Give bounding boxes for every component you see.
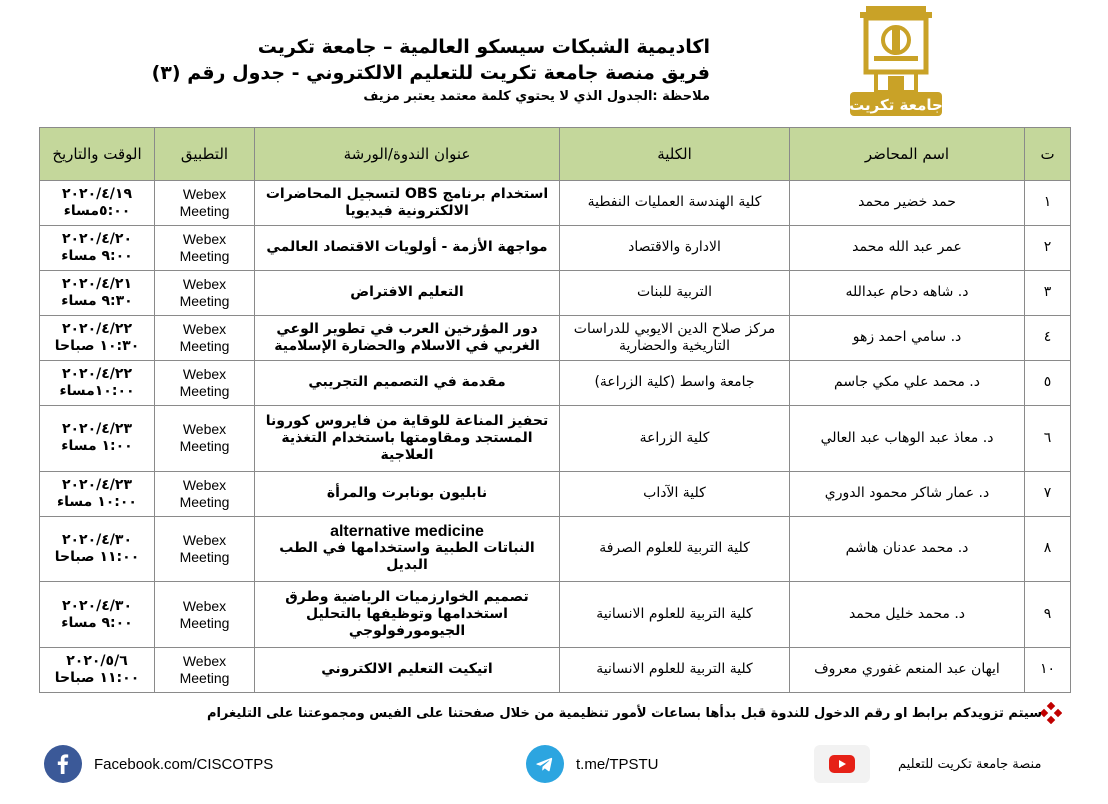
app-type: Meeting [179,292,230,309]
table-row [40,471,1071,516]
footnote-text: سيتم تزويدكم برابط او رقم الدخول للندوة قبل بدأها بساعات لأمور تنظيمية من خلال صفحتنا على الفيس ومجموعتنا على التليغرام [206,706,1042,721]
lecturer-cell: حمد خضير محمد [790,181,1025,226]
row-number: ٣ [1025,270,1071,315]
schedule-table [39,127,1071,693]
date-text: ٢٠٢٠/٤/٢٠ [61,230,133,247]
title-cell [255,181,560,226]
time-text: ٩:٠٠ مساء [61,614,133,631]
title-cell [255,315,560,360]
app-name: Webex [182,275,227,292]
row-number: ٦ [1025,405,1071,471]
title-cell [255,516,560,582]
table-row [40,360,1071,405]
app-type: Meeting [179,548,230,565]
datetime-cell [40,471,155,516]
title-text: مقدمة في التصميم التجريبي [308,374,506,391]
youtube-link[interactable] [814,745,1041,783]
app-name: Webex [182,597,227,614]
time-text: ١:٠٠ مساء [61,438,133,455]
college-cell: جامعة واسط (كلية الزراعة) [560,360,790,405]
app-cell [155,471,255,516]
table-row [40,582,1071,648]
app-name: Webex [182,476,227,493]
telegram-url[interactable]: t.me/TPSTU [576,755,659,773]
lecturer-cell: عمر عبد الله محمد [790,225,1025,270]
date-text: ٢٠٢٠/٥/٦ [66,652,128,669]
title-cell [255,360,560,405]
datetime-cell [40,270,155,315]
app-name: Webex [182,652,227,669]
app-name: Webex [182,531,227,548]
row-number: ٧ [1025,471,1071,516]
datetime-cell [40,582,155,648]
facebook-link[interactable] [44,745,273,783]
title-cell [255,582,560,648]
title-text: استخدام برنامج OBS لتسجيل المحاضرات الالكترونية فيديويا [265,185,549,219]
app-cell [155,582,255,648]
college-cell: الادارة والاقتصاد [560,225,790,270]
datetime-cell [40,516,155,582]
row-number: ١ [1025,181,1071,226]
column-header-title: عنوان الندوة/الورشة [255,128,560,181]
time-text: ٩:٠٠ مساء [61,247,133,264]
telegram-icon [526,745,564,783]
time-text: ١٠:٠٠مساء [59,382,135,399]
college-cell: كلية الآداب [560,471,790,516]
date-text: ٢٠٢٠/٤/١٩ [61,185,133,202]
college-cell: مركز صلاح الدين الايوبي للدراسات التاريخية والحضارية [560,315,790,360]
table-row [40,516,1071,582]
app-type: Meeting [179,382,230,399]
title-cell [255,270,560,315]
title-cell [255,647,560,692]
app-cell [155,647,255,692]
app-cell [155,516,255,582]
table-row [40,405,1071,471]
date-text: ٢٠٢٠/٤/٢٢ [61,365,133,382]
facebook-icon [44,745,82,783]
lecturer-cell: د. محمد علي مكي جاسم [790,360,1025,405]
app-cell [155,270,255,315]
lecturer-cell: د. شاهه دحام عبدالله [790,270,1025,315]
app-type: Meeting [179,337,230,354]
time-text: ١٠:٣٠ صباحا [54,337,140,354]
app-cell [155,225,255,270]
college-cell: كلية الزراعة [560,405,790,471]
datetime-cell [40,181,155,226]
app-cell [155,405,255,471]
logo-text: جامعة تكريت [849,96,943,114]
app-type: Meeting [179,614,230,631]
time-text: ١٠:٠٠ مساء [57,493,137,510]
app-name: Webex [182,185,227,202]
app-name: Webex [182,230,227,247]
title-text: اتيكيت التعليم الالكتروني [321,661,493,678]
header-line-1: اكاديمية الشبكات سيسكو العالمية – جامعة تكريت [257,36,710,58]
time-text: ١١:٠٠ صباحا [54,548,140,565]
datetime-cell [40,225,155,270]
college-cell: التربية للبنات [560,270,790,315]
title-cell [255,225,560,270]
college-cell: كلية التربية للعلوم الصرفة [560,516,790,582]
app-cell [155,360,255,405]
column-header-lecturer: اسم المحاضر [790,128,1025,181]
table-header-row [40,128,1071,181]
title-cell [255,471,560,516]
datetime-cell [40,360,155,405]
table-row [40,270,1071,315]
app-type: Meeting [179,493,230,510]
date-text: ٢٠٢٠/٤/٢١ [61,275,133,292]
title-text: النباتات الطبية واستخدامها في الطب البديل [279,540,535,574]
date-text: ٢٠٢٠/٤/٢٣ [61,421,133,438]
table-row [40,225,1071,270]
app-name: Webex [182,365,227,382]
column-header-datetime: الوقت والتاريخ [40,128,155,181]
college-cell: كلية التربية للعلوم الانسانية [560,647,790,692]
youtube-channel-name[interactable]: منصة جامعة تكريت للتعليم [898,756,1042,772]
app-cell [155,315,255,360]
lecturer-cell: د. سامي احمد زهو [790,315,1025,360]
app-name: Webex [182,320,227,337]
college-cell: كلية الهندسة العمليات النفطية [560,181,790,226]
header-line-2: فريق منصة جامعة تكريت للتعليم الالكتروني - جدول رقم (٣) [151,62,710,84]
table-row [40,647,1071,692]
lecturer-cell: ايهان عبد المنعم غفوري معروف [790,647,1025,692]
telegram-link[interactable] [526,745,659,783]
diamond-bullet-icon [1040,702,1062,724]
table-row [40,181,1071,226]
facebook-url[interactable]: Facebook.com/CISCOTPS [94,755,274,773]
table-row [40,315,1071,360]
title-text: مواجهة الأزمة - أولويات الاقتصاد العالمي [266,239,548,256]
lecturer-cell: د. محمد عدنان هاشم [790,516,1025,582]
app-cell [155,181,255,226]
date-text: ٢٠٢٠/٤/٣٠ [61,531,133,548]
app-type: Meeting [179,669,230,686]
row-number: ٥ [1025,360,1071,405]
date-text: ٢٠٢٠/٤/٢٢ [61,320,133,337]
title-text: نابليون بونابرت والمرأة [326,485,488,502]
row-number: ١٠ [1025,647,1071,692]
date-text: ٢٠٢٠/٤/٣٠ [61,597,133,614]
app-type: Meeting [179,247,230,264]
column-header-app: التطبيق [155,128,255,181]
lecturer-cell: د. عمار شاكر محمود الدوري [790,471,1025,516]
lecturer-cell: د. محمد خليل محمد [790,582,1025,648]
lecturer-cell: د. معاذ عبد الوهاب عبد العالي [790,405,1025,471]
column-header-college: الكلية [560,128,790,181]
title-cell [255,405,560,471]
datetime-cell [40,315,155,360]
youtube-icon [814,745,870,783]
document-header [150,34,710,106]
time-text: ١١:٠٠ صباحا [54,669,140,686]
column-header-number: ت [1025,128,1071,181]
college-cell: كلية التربية للعلوم الانسانية [560,582,790,648]
row-number: ٩ [1025,582,1071,648]
title-english-text: alternative medicine [330,523,484,541]
time-text: ٥:٠٠مساء [63,202,131,219]
date-text: ٢٠٢٠/٤/٢٣ [61,476,133,493]
title-text: التعليم الافتراض [350,284,464,301]
app-type: Meeting [179,438,230,455]
table-body [40,181,1071,693]
time-text: ٩:٣٠ مساء [61,292,133,309]
row-number: ٢ [1025,225,1071,270]
row-number: ٨ [1025,516,1071,582]
header-note: ملاحظة :الجدول الذي لا يحتوي كلمة معتمد يعتبر مزيف [363,89,710,104]
title-text: دور المؤرخين العرب في تطوير الوعي الغربي في الاسلام والحضارة الإسلامية [274,320,540,354]
datetime-cell [40,647,155,692]
app-type: Meeting [179,202,230,219]
title-text: تحفيز المناعة للوقاية من فايروس كورونا المستجد ومقاومتها باستخدام التغذية العلاجية [265,412,549,463]
app-name: Webex [182,421,227,438]
university-logo [836,4,956,120]
title-text: تصميم الخوارزميات الرياضية وطرق استخدامها وتوظيفها بالتحليل الجيومورفولوجي [285,589,529,640]
datetime-cell [40,405,155,471]
row-number: ٤ [1025,315,1071,360]
